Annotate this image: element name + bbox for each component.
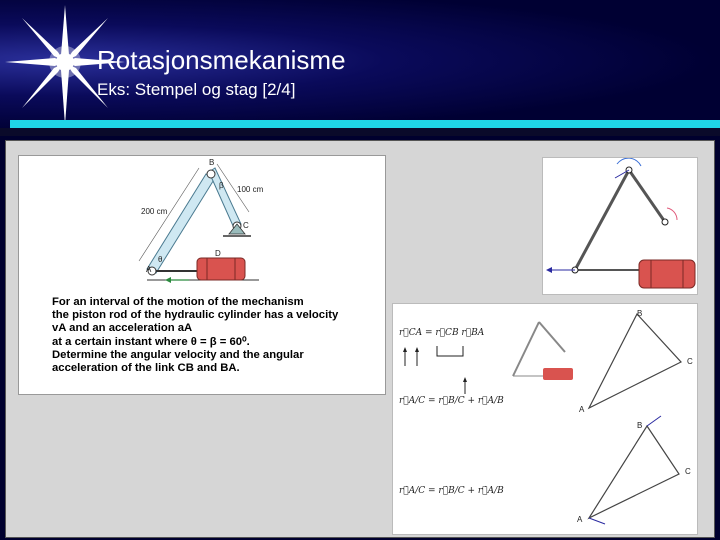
dimension-ba-label: 200 cm: [141, 207, 168, 216]
lower-c-label: C: [685, 467, 691, 476]
problem-line: at a certain instant where θ = β = 60⁰.: [52, 335, 250, 348]
upper-a-label: A: [579, 405, 585, 414]
point-c-label: C: [243, 221, 249, 230]
problem-statement: [52, 296, 382, 375]
lower-b-label: B: [637, 421, 643, 430]
vector-diagrams: [393, 304, 699, 536]
mechanism-sketch: [543, 158, 699, 296]
theta-label: θ: [158, 255, 163, 264]
problem-line: vA and an acceleration aA: [52, 322, 193, 335]
mechanism-sketch-panel: [542, 157, 698, 295]
upper-b-label: B: [637, 309, 643, 318]
vector-analysis-panel: [392, 303, 698, 535]
accent-bar: [10, 120, 720, 128]
upper-c-label: C: [687, 357, 693, 366]
point-d-label: D: [215, 249, 221, 258]
velocity-equation: r⃗̇A/C = r⃗̇B/C + r⃗̇A/B: [399, 486, 504, 496]
beta-label: β: [219, 181, 224, 190]
ruler-strip: [0, 128, 720, 136]
position-equation: r⃗CA = r⃗CB r⃗BA: [399, 328, 485, 338]
problem-line: the piston rod of the hydraulic cylinder has a velocity: [52, 309, 339, 322]
lower-a-label: A: [577, 515, 583, 524]
problem-line: Determine the angular velocity and the angular: [52, 348, 304, 361]
dimension-cb-label: 100 cm: [237, 185, 264, 194]
point-a-label: A: [146, 265, 152, 274]
mechanism-figure: [19, 156, 387, 296]
point-b-label: B: [209, 158, 215, 167]
slide-subtitle: Eks: Stempel og stag [2/4]: [97, 80, 296, 99]
relative-position-equation: r⃗A/C = r⃗B/C + r⃗A/B: [399, 396, 504, 406]
problem-line: For an interval of the motion of the mechanism: [52, 296, 304, 308]
problem-line: acceleration of the link CB and BA.: [52, 362, 240, 375]
slide-title: Rotasjonsmekanisme: [97, 45, 346, 75]
